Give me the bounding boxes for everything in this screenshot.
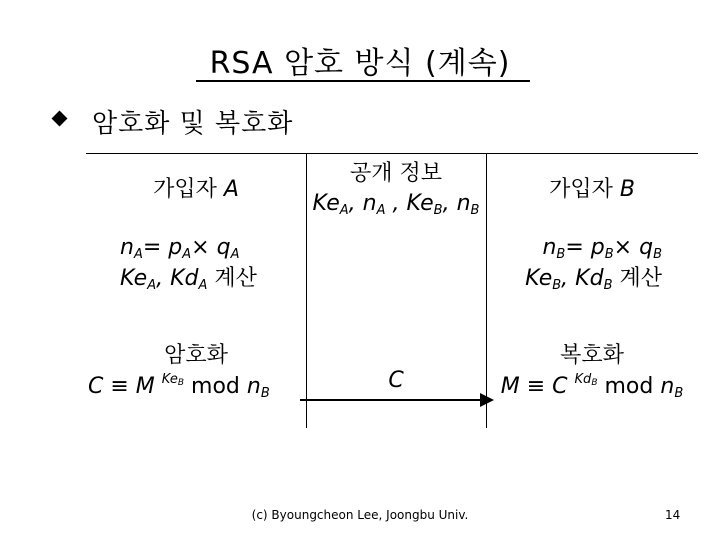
table-top-line xyxy=(86,153,698,154)
ciphertext-label: C xyxy=(388,368,404,393)
public-info-values: $Ke_A$, $n_A$ , $Ke_B$, $n_B$ xyxy=(312,190,480,218)
arrow-head-icon xyxy=(480,393,494,407)
page-number: 14 xyxy=(665,508,681,522)
transmit-arrow-line xyxy=(300,399,484,401)
header-user-a: 가입자 A xyxy=(153,177,239,202)
header-public-info: 공개 정보 $Ke_A$, $n_A$ , $Ke_B$, $n_B$ xyxy=(306,159,486,219)
user-b-decrypt: 복호화 M ≡ C $^{Kd_B}$ mod $n_B$ xyxy=(500,343,684,401)
footer-credit: (c) Byoungcheon Lee, Joongbu Univ. xyxy=(251,508,469,522)
bullet-text: 암호화 및 복호화 xyxy=(92,109,294,139)
title-underline xyxy=(196,80,530,82)
protocol-table xyxy=(86,153,698,428)
slide-title: RSA 암호 방식 (계속) xyxy=(209,46,511,81)
user-b-keygen: $n_B= p_B\times q_B$ $Ke_B$, $Kd_B$ 계산 xyxy=(525,235,662,293)
header-user-b: 가입자 B xyxy=(549,177,635,202)
diamond-bullet-icon xyxy=(52,111,68,127)
user-a-encrypt: 암호화 C ≡ M $^{Ke_B}$ mod $n_B$ xyxy=(88,343,270,401)
user-a-keygen: $n_A= p_A\times q_A$ $Ke_A$, $Kd_A$ 계산 xyxy=(120,235,257,293)
